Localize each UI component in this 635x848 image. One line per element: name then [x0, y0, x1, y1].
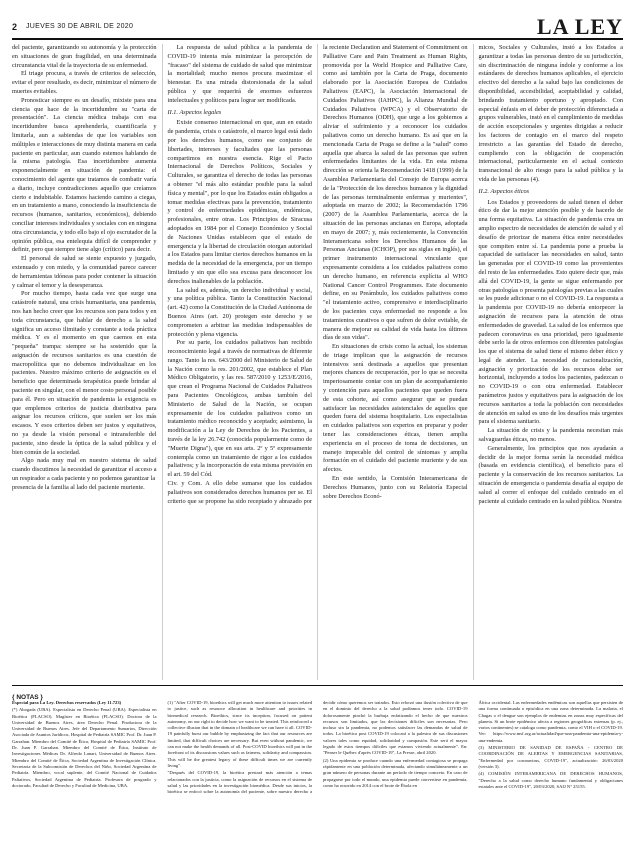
paragraph: Por su parte, los cuidados paliativos han recibido reconocimiento legal a través de normativas de diferente rango. Tanto la res. 643/2000 del Ministerio de Salud de la Nación como la res. 201/2002, que establece el Plan Médico Obligatorio, y las res. 587/2010 y 1253/E/2016, que crean el Programa Nacional de Cuidados Paliativos para Pacientes Oncológicos, ambas también del Ministerio de Salud de la Nación, se ocupan expresamente de los cuidados paliativos como un tratamiento médico reconocido y aceptado; asimismo, la modificación a la Ley de Derechos de los Pacientes, a través de la ley 26.742 (conocida popularmente como de "Muerte Digna"), que en sus arts. 2º y 5º expresamente contempla como un tratamiento de rigor a los cuidados paliativos; y la incorporación de esta misma previsión en el art. 59 del Cód.: [167, 339, 312, 479]
paragraph: presencia de la familia al lado del paciente muriente.: [12, 483, 145, 491]
paragraph: En situaciones de crisis como la actual, los sistemas de triage implican que la asignación de recursos intensivos será destinada a aquellos que presentan mejores chances de recuperación, por lo que se necesita imperiosamente contar con un plan de acompañamiento y contención para aquellos pacientes que queden fuera de esta cohorte, así como asegurar que se puedan satisfacer las necesidades asistenciales de aquellos que queden fuera del sistema hospitalario. Los especialistas en cuidados paliativos son expertos en preparar y poder tener las consideraciones éticas, tienen amplia experiencia en el proceso de toma de decisiones, un manejo impecable del control de síntomas y amplia formación en el cuidado del paciente muriente y de sus afectos.: [323, 343, 468, 474]
footnote: (4) COMISIÓN INTERAMERICANA DE DERECHOS HUMANOS, "Derecho a la salud como derecho humano fundamental y obligaciones estatales ante el COVID-19", 20/03/2020, SAIJ N° 25155.: [478, 771, 623, 789]
footnote: "Después del COVID-19, la bioética prestará más atención a temas relacionados con la justicia, como la asignación de recursos en el sistema de salud y las prioridades en la investigación biomédica. Desde sus inicios, la bioética se enfocó sobre la autonomía del paciente, sobre nuestro derecho a decidir cómo queremos ser tratados. Esto reforzó una ilusión colectiva de que en el dominio del derecho a la salud podíamos tener todo. COVID-19 dolorosamente pinchó la burbuja enfatizando el hecho de que nuestros recursos son limitados, que las decisiones difíciles son necesarias. Pero incluso sin la pandemia, no podemos satisfacer las demandas de salud de todos. La bioética post COVID-19 colocará a la palestra de sus discusiones valores tales como equidad, solidaridad y compasión. Este será el mayor legado de estos tiempos difíciles que estamos viviendo actualmente". En: "Penser le Québec d'après COVID-19", La Presse, abril 2020.: [167, 700, 468, 795]
publication-logo: LA LEY: [536, 14, 623, 39]
paragraph: En este sentido, la Comisión Interamericana de Derechos Humanos, junto con su Relatoría Especial sobre Derechos Econó-: [323, 475, 468, 500]
footnote: (2) Una epidemia se produce cuando una enfermedad contagiosa se propaga rápidamente en una población determinada, afectando simultáneamente a un gran número de personas durante un período de tiempo concreto. En caso de propagarse por todo el mundo, una epidemia puede convertirse en pandemia, como ha ocurrido en 2014 con el brote de Ébola en: [323, 757, 468, 788]
page-number: 2: [12, 22, 18, 32]
paragraph: Por mucho tiempo, hasta cada vez que surge una catástrofe natural, una crisis humanitaria, una pandemia, nos han hecho creer que los recursos son para todos y en toda circunstancia, que hablar de derecho a la salud significa un acceso ilimitado y constante a toda práctica médica. Y es el momento en que caemos en esta "pequeña" trampa: siempre se ha sostenido que la asignación de recursos sanitarios es una cuestión de macropolítica que no debemos individualizar en los pacientes. Nuestro máximo criterio de asignación es el beneficio que determinada terapéutica puede brindar al paciente en singular, con el menor costo personal posible para él. Pero en situación de pandemia la exigencia es que emplemos criterios de justicia distributiva para asignar los recursos críticos, que suelen ser los más escasos. Y esos criterios deben ser justos y equitativos, no ya desde la visión personal e intransferible del paciente, sino desde la óptica de la salud pública y el bien común de la sociedad.: [12, 290, 157, 456]
header-rule: [12, 38, 623, 40]
paragraph: Algo nada muy mal en nuestro sistema de salud cuando discutimos la necesidad de garantizar el acceso a un respirador a cada paciente y no podemos garantizar la: [12, 457, 157, 483]
footnote: Especial para La Ley. Derechos reservados (Ley 11.723): [12, 700, 122, 705]
paragraph: La respuesta de salud pública a la pandemia de COVID-19 intenta más minimizar la percepción de "fracaso" del sistema de cuidado de salud que minimizar la mortalidad; mucho menos procura maximizar el bienestar. Es una mirada distorsionada de la salud pública y que requerirá de enormes esfuerzos intelectuales y políticos para lograr ser modificada.: [167, 44, 312, 104]
footnote: (3) MINISTERIO DE SANIDAD DE ESPAÑA - CENTRO DE COORDINACIÓN DE ALERTAS Y EMERGENCIAS SANITARIAS, "Enfermedad por coronavirus, COVID-19", actualización: 26/03/2020 (versión 3).: [478, 745, 623, 769]
paragraph: Existe consenso internacional en que, aun en estado de pandemia, crisis o catástrofe, el marco legal está dado por los derechos humanos, como ese conjunto de libertades, intereses y facultades que las personas compartimos en nuestra esencia. Rige el Pacto Internacional de Derechos Políticos, Sociales y Culturales, se garantiza el derecho de todas las personas a obtener "el más alto estándar posible para la salud física y mental", por lo que los Estados están obligados a tomar medidas efectivas para la prevención, tratamiento y control de enfermedades epidémicas, endémicas, profesionales, entre otras. Los Principios de Siracusa adoptados en 1984 por el Consejo Económico y Social de Naciones Unidas establecen que el estado de emergencia y la libertad de circulación otorgan autoridad a los Estados para limitar ciertos derechos humanos en la medida de la necesidad de la emergencia, por un tiempo limitado y sin que ello sea excusa para desconocer los derechos inalienables de la población.: [167, 119, 312, 285]
section-heading: II.2. Aspectos éticos: [478, 187, 530, 195]
section-heading: II.1. Aspectos legales: [167, 108, 222, 116]
footnote: África occidental. Las enfermedades endémicas son aquellas que persisten de una forma continuada o episódica en una zona determinada. La malaria, el Chagas o el dengue son ejemplos de endemias en zonas muy específicas del planeta. Si un brote epidémico afecta a regiones geográficas extensas (p. ej., varios continentes) se cataloga como pandemia, como el VIH o el COVID-19. Ver: https://www.msf.org.ar/actualidad/que-una-pandemia-una-epidemia-y-una-endemia.: [478, 700, 623, 743]
paragraph: Pronosticar siempre es un desafío, mixiste para una ciencia que hace de la incertidumbre su "carta de presentación". La ciencia médica trabaja con esa incertidumbre basca aprehenderla, cuantificarla y limitarla, aun a sabiendas de que los variables son múltiples e interacciones de muy distinta manera en cada paciente en particular, aun cuando estemos hablando de la misma patología. Esa incertidumbre aumenta exponencialmente en situación de pandemia: el conocimiento del agente que tratamos de combatir varía a diario, incluye contradicciones aquello que creíamos cierto e indubitable. Estamos haciendo camino a ciegas, en un tratamiento a mano, conociendo la insuficiencia de recursos (humanos, sanitarios, económicos), debiendo conciliar intereses individuales y sociales con en ninguna otra circunstancia, y todo ello bajo el ojo escrutador de la opinión pública, esa entelequia difícil de comprender y definir, pero que siempre tiene algo (crítico) para decir.: [12, 96, 157, 254]
paragraph: La salud es, además, un derecho individual y social, y una política pública. Tanto la Constitución Nacional (art. 42) como la Constitución de la Ciudad Autónoma de Buenos Aires (art. 20) protegen este derecho y se comprometen a arbitrar las medidas indispensables de protección y plena vigencia.: [167, 286, 312, 338]
paragraph: Generalmente, los principios que nos ayudarán a decidir de la mejor forma serán la necesidad médica (basada en evidencia científica), el beneficio para el paciente y la conservación de los recursos sanitarios. La situación de emergencia o pandemia desafía al equipo de salud al correr el enfoque del cuidado centrado en el paciente al cuidado centrado en la salud pública. Nuestra: [478, 444, 623, 505]
paragraph: Civ. y Com. A ello debe sumarse que los cuidados paliativos son considerados derechos humanos per se. El criterio que se propone ha sido receptado y abrazado por la reciente Declaration and Statement of Commitment on Palliative Care and Pain Treatment as Human Rights, promovida por la World Hospice and Palliative Care, como así también por la Carta de Praga, documento elaborado por la Asociación Europea de Cuidados Paliativos (EAPC), la Asociación Internacional de Cuidados Paliativos (IAHPC), la Alianza Mundial de Cuidados Paliativos (WPCA) y el Observatorio de Derechos Humanos (ODH), que urge a los gobiernos a aliviar el sufrimiento y a reconocer los cuidados paliativos como un derecho humano. Es así que en la mencionada Carta de Praga se define a la "salud" como aquella que abarca la salud de las personas que sufren enfermedades limitantes de la vida. En esta misma dirección se orienta la Recomendación 1418 (1999) de la Asamblea Parlamentaria del Consejo de Europa acerca de la "Protección de los derechos humanos y la dignidad de las personas terminalmente enfermas y murientes", adoptada en marzo de 2002; la Recomendación 1796 (2007) de la Asamblea Parlamentaria, acerca de la situación de las personas ancianas en Europa, adoptada en mayo de 2007; y, más recientemente, la Convención Interamericana sobre los Derechos Humanos de las Personas Ancianas (ICHOP), por sus siglas en inglés), el primer instrumento internacional vinculante que expresamente considera a los cuidados paliativos como un derecho humano, en referencia explícita al WHO National Cancer Control Programmes. Este documento define, en su Preámbulo, los cuidados paliativos como "el tratamiento activo, comprensivo e interdisciplinario de los pacientes cuya enfermedad no responde a los tratamientos curativos o que sufren de dolor evitable, de manera de mejorar su calidad de vida hasta los últimos días de sus vidas".: [167, 44, 468, 505]
paragraph: La situación de crisis y la pandemia necesitan más salvaguardas éticas, no menos.: [478, 427, 623, 444]
page-header: [12, 10, 623, 39]
article-body: [12, 44, 623, 680]
paragraph: del paciente, garantizando su autonomía y la protección en situaciones de gran fragilidad, en una determinada circunstancia vital de la trayectoria de su enfermedad.: [12, 44, 157, 69]
footnote: (1) "After COVID-19, bioethics will get much more attention to issues related to justice, such as resource allocation in healthcare and priorities in biomedical research. Bioethics, since its inception, focused on patient autonomy, on our right to decide how we want to be treated. This reinforced a collective illusion that in the domain of healthcare we can have it all. COVID-19 painfully burst our bubble by emphasizing the fact that our resources are limited, that difficult choices are necessary. But even without pandemic, we can not make the health demands of all. Post-COVID bioethics will put in the forefront of its discussions values such as fairness, solidarity and compassion. This will be the greatest legacy of these difficult times we are currently living".: [167, 700, 312, 768]
issue-date: JUEVES 30 DE ABRIL DE 2020: [26, 23, 134, 30]
footnote: (*) Abogada (UBA). Especialista en Derecho Penal (UBA). Especialista en Bioética (FLACSO). Magíster en Bioética (FLACSO). Doctora de la Universidad de Buenos Aires, área Derecho Penal. Productora de la Universidad de Buenos Aires. Jefe del Departamento Sumarios, Dirección Asociada de Asuntos Jurídicos, Hospital de Pediatría SAMIC Prof. Dr. Juan P. Garrahan. Miembro del Comité de Ética, Hospital de Pediatría SAMIC Prof. Dr. Juan P. Garrahan. Miembro del Comité de Ética, Instituto de Investigaciones Médicas Dr. Alfredo Lanari, Universidad de Buenos Aires. Miembro del Comité de Ética, Sociedad Argentina de Investigación Clínica. Secretaria de la Subcomisión de Derechos del Niño, Sociedad Argentina de Pediatría. Miembro, vocal suplente, del Comité Nacional de Cuidados Paliativos, Sociedad Argentina de Pediatría. Profesora de posgrado y doctorado, Facultad de Derecho y Facultad de Medicina, UBA.: [12, 707, 157, 788]
paragraph: El triage procura, a través de criterios de selección, evitar el peor resultado, es decir, minimizar el número de muertes evitables.: [12, 70, 157, 95]
notes-label: { NOTAS }: [12, 694, 43, 701]
paragraph: El personal de salud se siente expuesto y juzgado, extenuado y con miedo, y la comunidad parece carecer de herramientas idóneas para poder contener la situación y calmar el temor y la desesperanza.: [12, 255, 157, 289]
footnotes: [12, 700, 623, 840]
paragraph: micos, Sociales y Culturales, instó a los Estados a garantizar a todas las personas dentro de su jurisdicción, sin discriminación de ninguna índole y conforme a los estándares de derechos humanos aplicables, el ejercicio efectivo del derecho a la salud bajo las condiciones de disponibilidad, accesibilidad, aceptabilidad y calidad, brindando tratamiento oportuno y apropiado. Con especial énfasis en el deber de protección diferenciada a grupos vulnerables, instó en el cumplimiento de medidas de acción excepcionales y urgentes dirigidas a reducir los factores de contagio en el marco del respeto irrestricto a las garantías del Estado de derecho, cumpliendo con la obligación de cooperación internacional, particularmente en el actual contexto transnacional de alto riesgo para la salud pública y la vida de las personas (4).: [478, 44, 623, 183]
paragraph: Los Estados y proveedores de salud tienen el deber ético de dar la mejor atención posible y de hacerlo de una forma equitativa. La situación de pandemia crea un amplio espectro de necesidades de atención de salud y el desafío de priorizar de manera ética entre necesidades que compiten entre sí. La pandemia pone a prueba la capacidad de satisfacer las necesidades en salud, tanto las generadas por el COVID-19 como las provenientes del resto de las enfermedades. Esto quiere decir que, más allá del COVID-19, la gente se sigue enfermando por otras patologías o presenta patologías previas a las cuales se les puede adicionar o no el COVID-19. La respuesta a la pandemia por COVID-19 no debería entorpecer la asignación de recursos para la atención de otras enfermedades de gravedad. La salud de los enfermos que padecen coronavirus es una prioridad, pero igualmente debe serlo la de otros enfermos con diferentes patologías los que el sistema de salud tiene el mismo deber ético y legal de atender. La necesidad de racionalización, asignación y priorización de los recursos debe ser horizontal, incluyendo a todos los pacientes, padezcan o no COVID-19 o con otra enfermedad. Establecer parámetros justos y equitativos para la asignación de los recursos sanitarios a toda la población con necesidades de atención en salud es uno de los desafíos más urgentes para el sistema sanitario.: [478, 198, 623, 426]
notes-rule: [12, 685, 623, 686]
